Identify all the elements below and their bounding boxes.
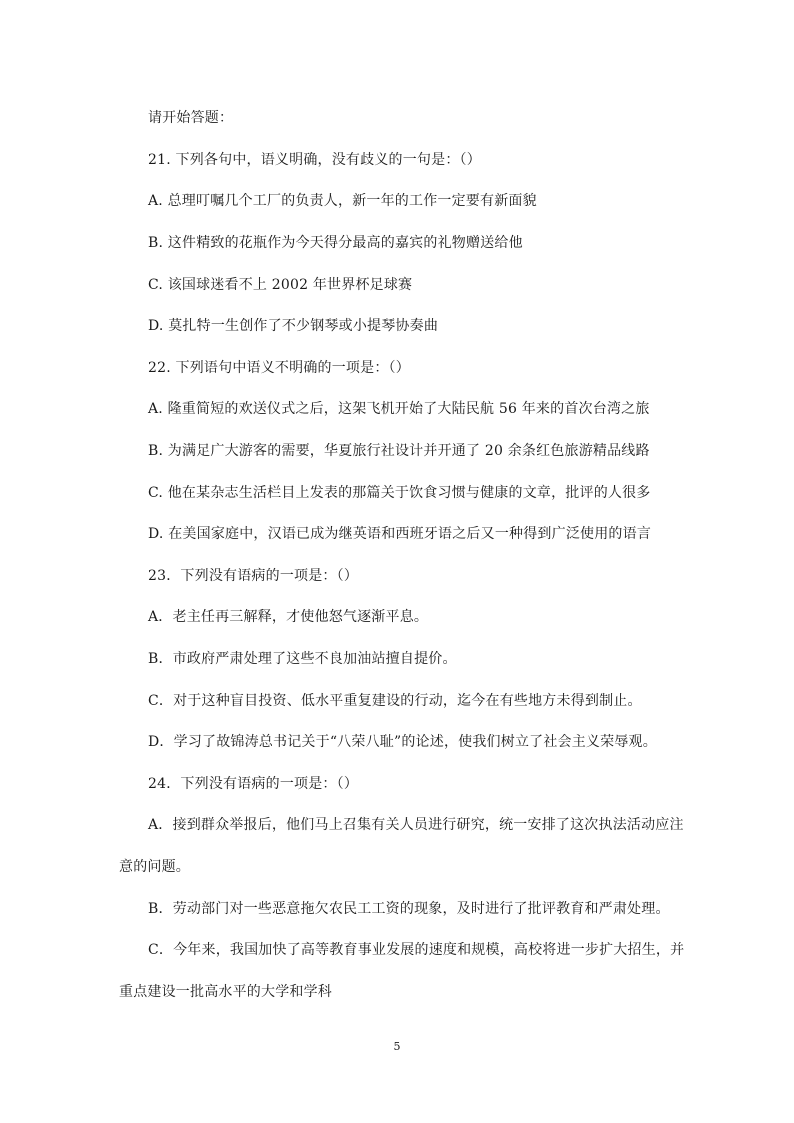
question-23-option-c: C．对于这种盲目投资、低水平重复建设的行动，迄今在有些地方未得到制止。 [148, 693, 642, 709]
question-21-option-c: C. 该国球迷看不上 2002 年世界杯足球赛 [148, 277, 413, 293]
question-21-option-b: B. 这件精致的花瓶作为今天得分最高的嘉宾的礼物赠送给他 [148, 235, 523, 251]
question-24-option-a-line2: 意的问题。 [119, 859, 190, 875]
question-22-option-c: C. 他在某杂志生活栏目上发表的那篇关于饮食习惯与健康的文章，批评的人很多 [148, 485, 651, 501]
question-23-option-b: B．市政府严肃处理了这些不良加油站擅自提价。 [148, 651, 457, 667]
page-number: 5 [393, 1040, 401, 1053]
question-24-stem: 24．下列没有语病的一项是：（） [148, 776, 359, 792]
question-22-stem: 22. 下列语句中语义不明确的一项是：（） [148, 360, 410, 376]
question-21-option-a: A. 总理叮嘱几个工厂的负责人，新一年的工作一定要有新面貌 [148, 193, 537, 209]
question-21-option-d: D. 莫扎特一生创作了不少钢琴或小提琴协奏曲 [148, 318, 439, 334]
question-24-option-b: B．劳动部门对一些恶意拖欠农民工工资的现象，及时进行了批评教育和严肃处理。 [148, 901, 670, 917]
question-24-option-c-line2: 重点建设一批高水平的大学和学科 [119, 984, 332, 1000]
question-23-stem: 23．下列没有语病的一项是：（） [148, 568, 359, 584]
question-22-option-b: B. 为满足广大游客的需要，华夏旅行社设计并开通了 20 余条红色旅游精品线路 [148, 443, 650, 459]
question-23-option-a: A．老主任再三解释，才使他怒气逐渐平息。 [148, 609, 429, 625]
question-22-option-a: A. 隆重简短的欢送仪式之后，这架飞机开始了大陆民航 56 年来的首次台湾之旅 [148, 401, 650, 417]
question-21-stem: 21. 下列各句中，语义明确，没有歧义的一句是：（） [148, 152, 481, 168]
question-24-option-c-line1: C．今年来，我国加快了高等教育事业发展的速度和规模，高校将进一步扩大招生，并 [148, 942, 685, 958]
question-23-option-d: D．学习了故锦涛总书记关于“八荣八耻”的论述，使我们树立了社会主义荣辱观。 [148, 734, 657, 750]
question-24-option-a-line1: A．接到群众举报后，他们马上召集有关人员进行研究，统一安排了这次执法活动应注 [148, 817, 684, 833]
question-22-option-d: D. 在美国家庭中，汉语已成为继英语和西班牙语之后又一种得到广泛使用的语言 [148, 526, 652, 542]
intro-text: 请开始答题： [148, 110, 234, 126]
